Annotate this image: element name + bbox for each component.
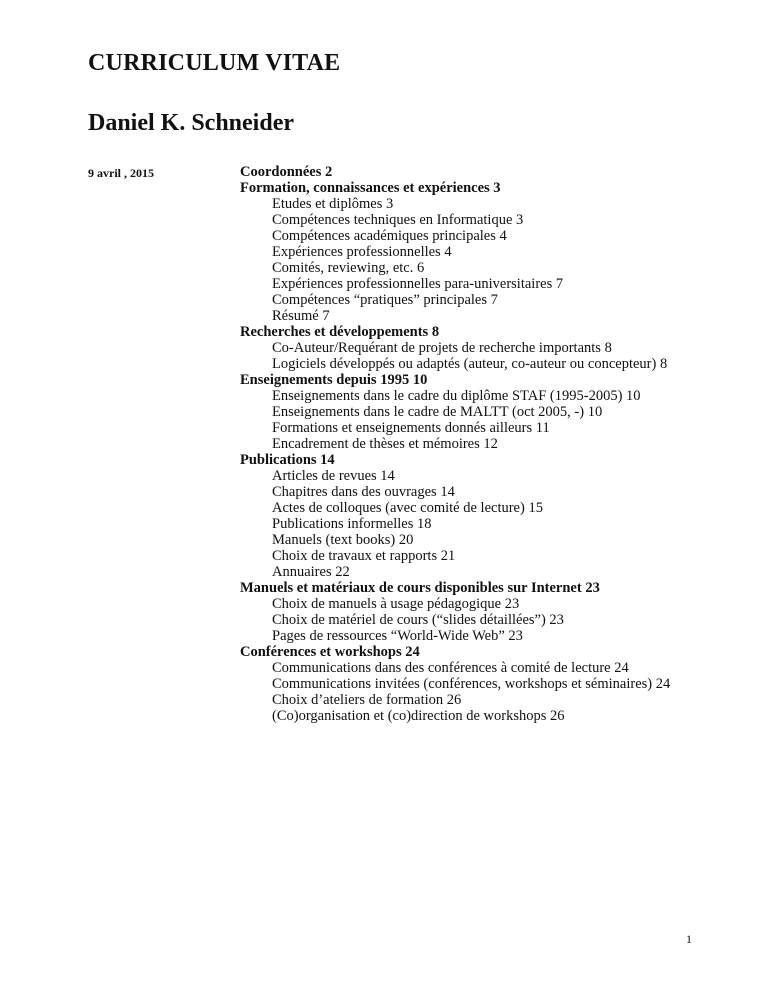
toc-section: [240, 580, 740, 644]
author-name: Daniel K. Schneider: [88, 110, 295, 136]
toc-section: [240, 452, 740, 580]
toc-entry[interactable]: Choix d’ateliers de formation 26: [272, 692, 462, 708]
toc-entry[interactable]: Expériences professionnelles 4: [272, 244, 452, 260]
toc-heading[interactable]: Formation, connaissances et expériences 3: [240, 180, 501, 196]
toc-entry[interactable]: Choix de travaux et rapports 21: [272, 548, 456, 564]
toc-entry[interactable]: Enseignements dans le cadre de MALTT (oct 2005, -) 10: [272, 404, 603, 420]
toc-entry[interactable]: Communications dans des conférences à comité de lecture 24: [272, 660, 629, 676]
toc-entry[interactable]: Pages de ressources “World-Wide Web” 23: [272, 628, 523, 644]
toc-entry[interactable]: Choix de manuels à usage pédagogique 23: [272, 596, 520, 612]
toc-entry[interactable]: Co-Auteur/Requérant de projets de recherche importants 8: [272, 340, 612, 356]
toc-heading[interactable]: Recherches et développements 8: [240, 324, 440, 340]
document-date: 9 avril , 2015: [88, 166, 154, 180]
toc-entry[interactable]: Enseignements dans le cadre du diplôme STAF (1995-2005) 10: [272, 388, 641, 404]
document-title: CURRICULUM VITAE: [88, 50, 341, 76]
toc-section: [240, 164, 740, 180]
toc-section: [240, 644, 740, 724]
toc-section: [240, 372, 740, 452]
toc-entry[interactable]: Actes de colloques (avec comité de lecture) 15: [272, 500, 543, 516]
toc-entry[interactable]: Manuels (text books) 20: [272, 532, 414, 548]
toc-entry[interactable]: Articles de revues 14: [272, 468, 395, 484]
toc-heading[interactable]: Conférences et workshops 24: [240, 644, 420, 660]
toc-section: [240, 324, 740, 372]
toc-entry[interactable]: Publications informelles 18: [272, 516, 432, 532]
toc-entry[interactable]: Encadrement de thèses et mémoires 12: [272, 436, 498, 452]
toc-entry[interactable]: Annuaires 22: [272, 564, 350, 580]
toc-entry[interactable]: (Co)organisation et (co)direction de workshops 26: [272, 708, 565, 724]
toc-heading[interactable]: Coordonnées 2: [240, 164, 333, 180]
page-number: 1: [686, 932, 692, 946]
toc-entry[interactable]: Choix de matériel de cours (“slides détaillées”) 23: [272, 612, 564, 628]
toc-heading[interactable]: Publications 14: [240, 452, 335, 468]
toc-entry[interactable]: Etudes et diplômes 3: [272, 196, 394, 212]
toc-entry[interactable]: Compétences académiques principales 4: [272, 228, 507, 244]
toc-entry[interactable]: Formations et enseignements donnés ailleurs 11: [272, 420, 550, 436]
toc-entry[interactable]: Compétences techniques en Informatique 3: [272, 212, 524, 228]
toc-heading[interactable]: Enseignements depuis 1995 10: [240, 372, 428, 388]
toc-entry[interactable]: Chapitres dans des ouvrages 14: [272, 484, 455, 500]
toc-entry[interactable]: Résumé 7: [272, 308, 330, 324]
toc-section: [240, 180, 740, 324]
toc-entry[interactable]: Expériences professionnelles para-universitaires 7: [272, 276, 564, 292]
toc-entry[interactable]: Comités, reviewing, etc. 6: [272, 260, 425, 276]
table-of-contents: [240, 164, 740, 724]
toc-entry[interactable]: Logiciels développés ou adaptés (auteur, co-auteur ou concepteur) 8: [272, 356, 668, 372]
toc-entry[interactable]: Communications invitées (conférences, workshops et séminaires) 24: [272, 676, 671, 692]
toc-heading[interactable]: Manuels et matériaux de cours disponibles sur Internet 23: [240, 580, 600, 596]
toc-entry[interactable]: Compétences “pratiques” principales 7: [272, 292, 498, 308]
